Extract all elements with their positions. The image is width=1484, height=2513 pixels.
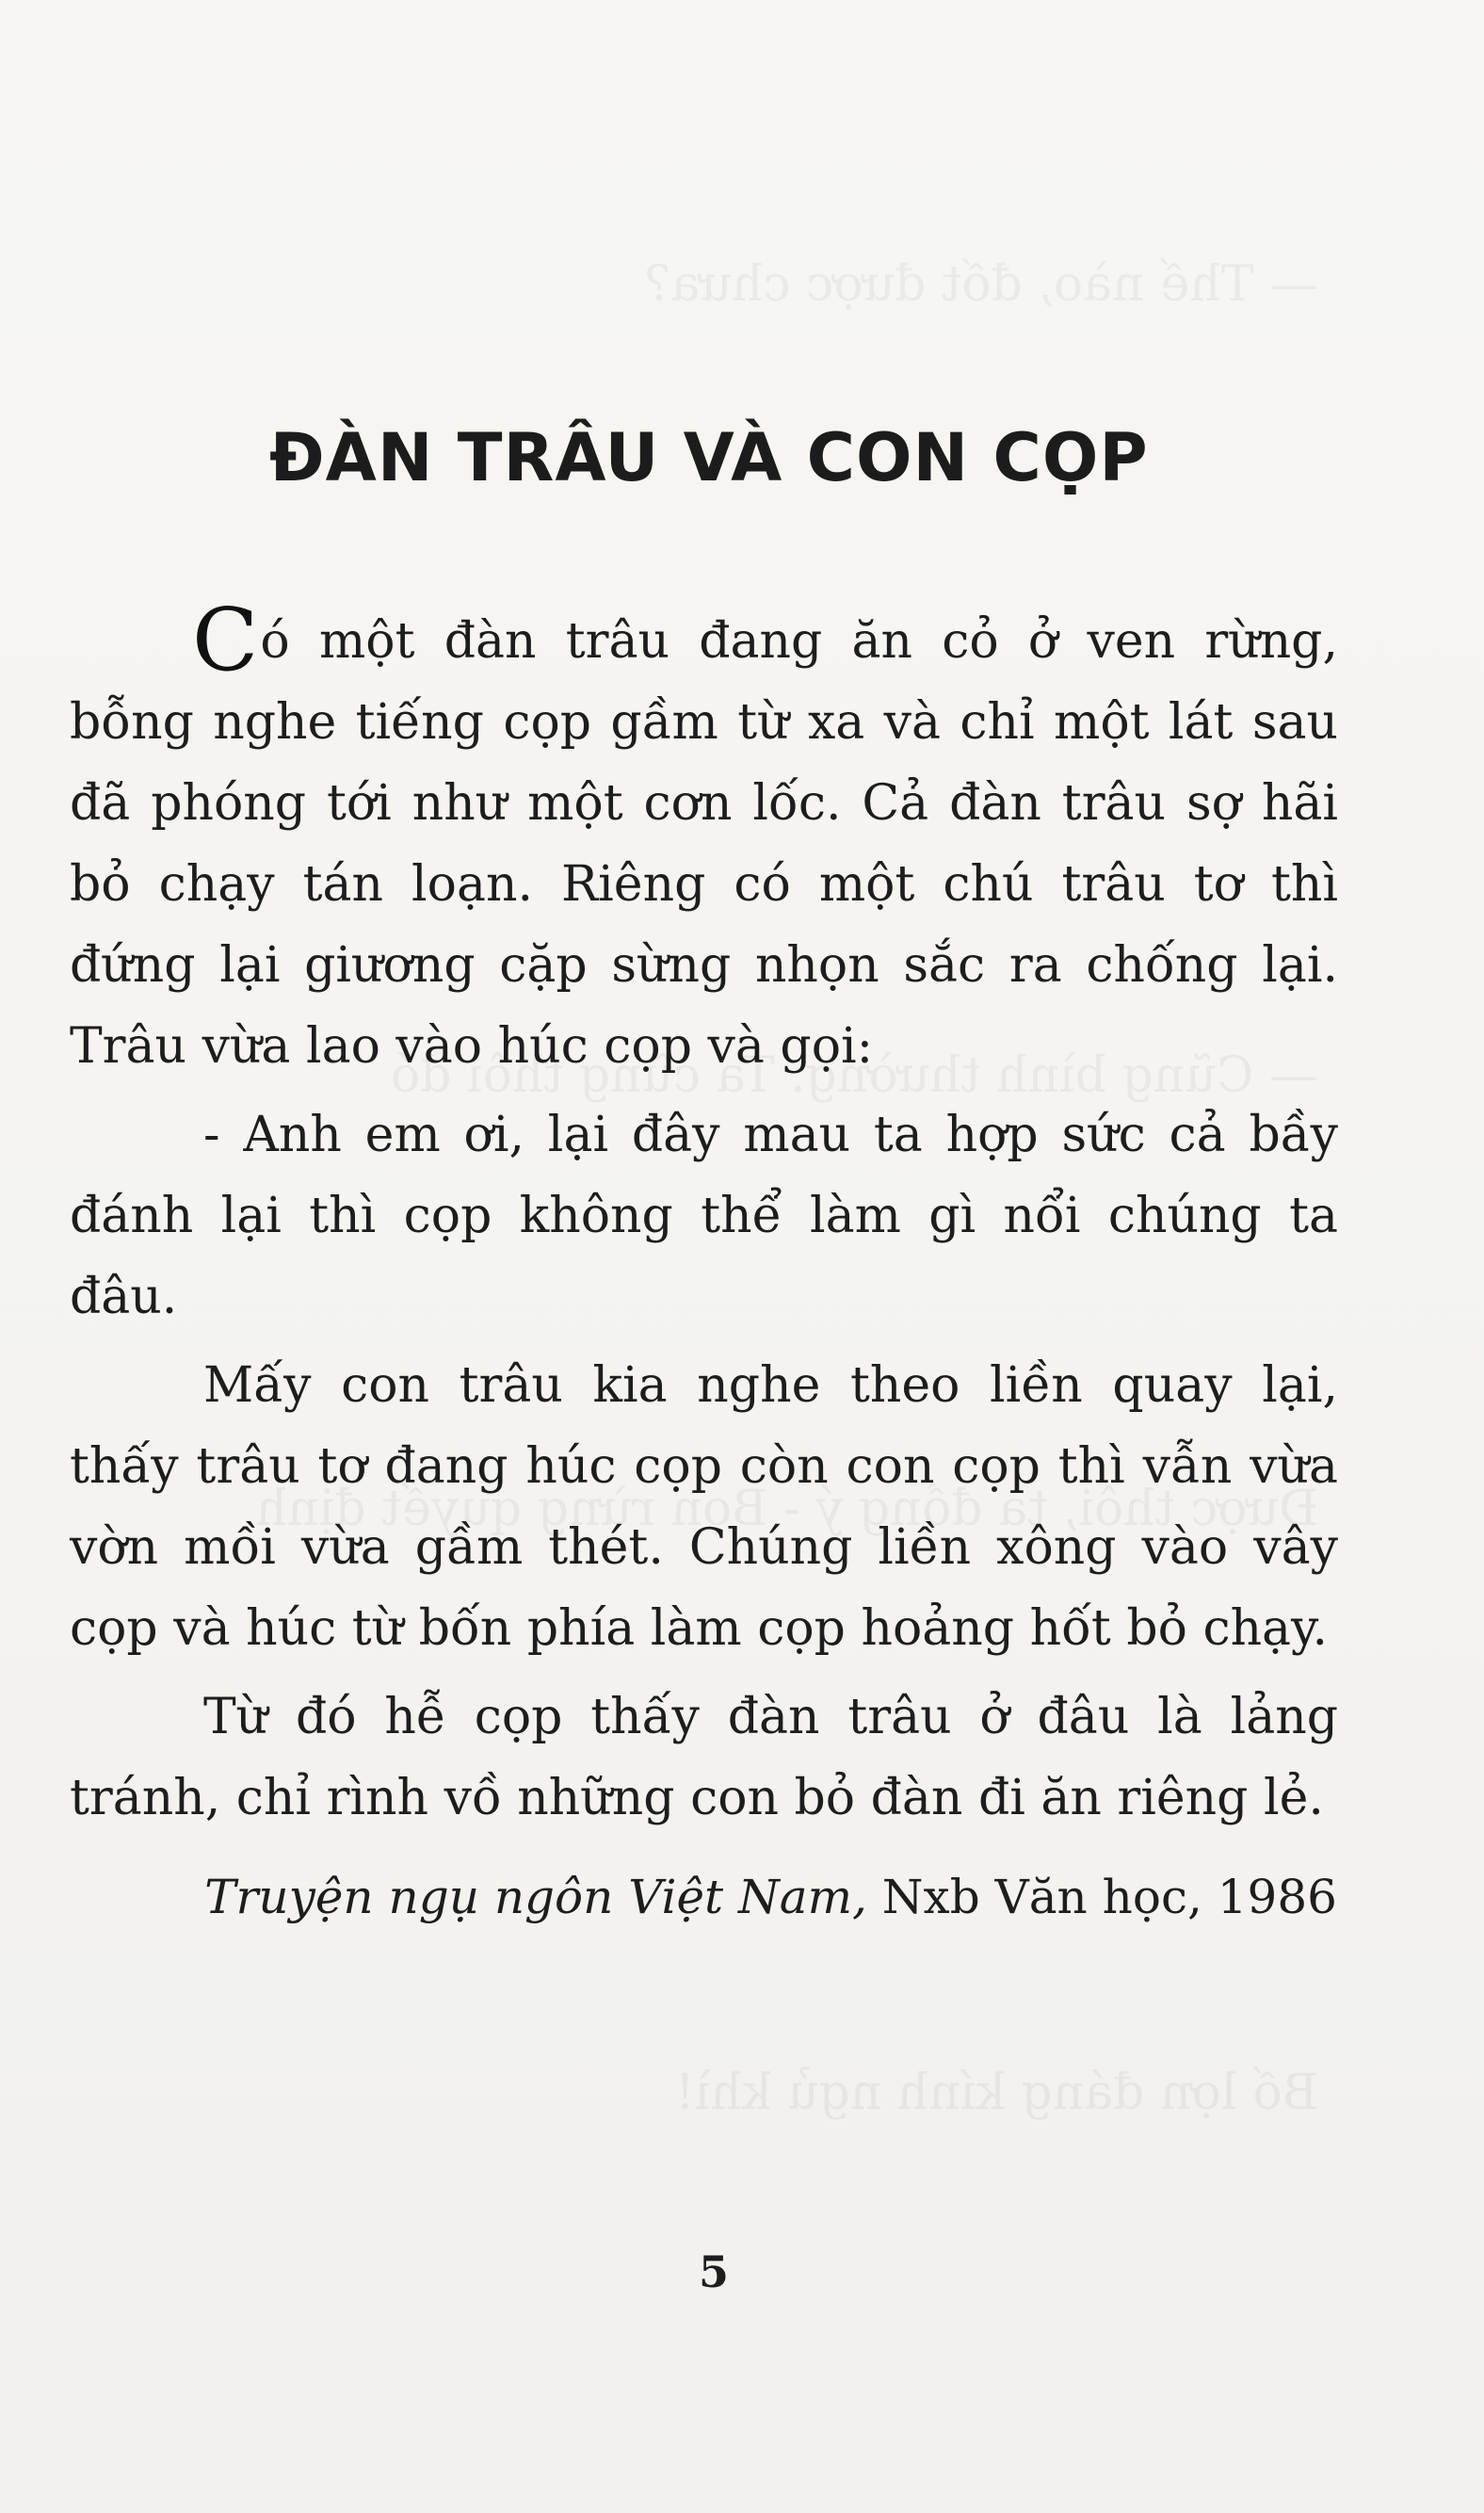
drop-cap: C [192,590,259,690]
paragraph-3: Mấy con trâu kia nghe theo liền quay lại, thấy trâu tơ đang húc cọp còn con cọp thì vẫn vừa vờn mồi vừa gầm thét. Chúng liền xông vào vây cọp và húc từ bốn phía làm cọp hoảng hốt bỏ chạy. [70,1357,1338,1657]
show-through-bleed [282,2053,1318,2132]
page-number: 5 [698,2246,729,2297]
source-work: Truyện ngụ ngôn Việt Nam, [204,1870,867,1924]
paragraph-1-text: ó một đàn trâu đang ăn cỏ ở ven rừng, bỗng nghe tiếng cọp gầm từ xa và chỉ một lát sau đã phóng tới như một cơn lốc. Cả đàn trâu sợ hãi bỏ chạy tán loạn. Riêng có một chú trâu tơ thì đứng lại giương cặp sừng nhọn sắc ra chống lại. Trâu vừa lao vào húc cọp và gọi: [70,613,1338,1075]
paragraph-1 [70,590,1338,1087]
source-publisher: Nxb Văn học, 1986 [866,1870,1337,1924]
source-citation [204,1870,1337,1924]
paragraph-4: Từ đó hễ cọp thấy đàn trâu ở đâu là lảng tránh, chỉ rình vồ những con bỏ đàn đi ăn riêng lẻ. [70,1689,1338,1826]
paragraph-2: - Anh em ơi, lại đây mau ta hợp sức cả bầy đánh lại thì cọp không thể làm gì nổi chúng ta đâu. [70,1107,1338,1325]
story-title: ĐÀN TRÂU VÀ CON CỌP [269,419,1149,496]
show-through-bleed [282,245,1318,324]
story-body [70,590,1338,1839]
